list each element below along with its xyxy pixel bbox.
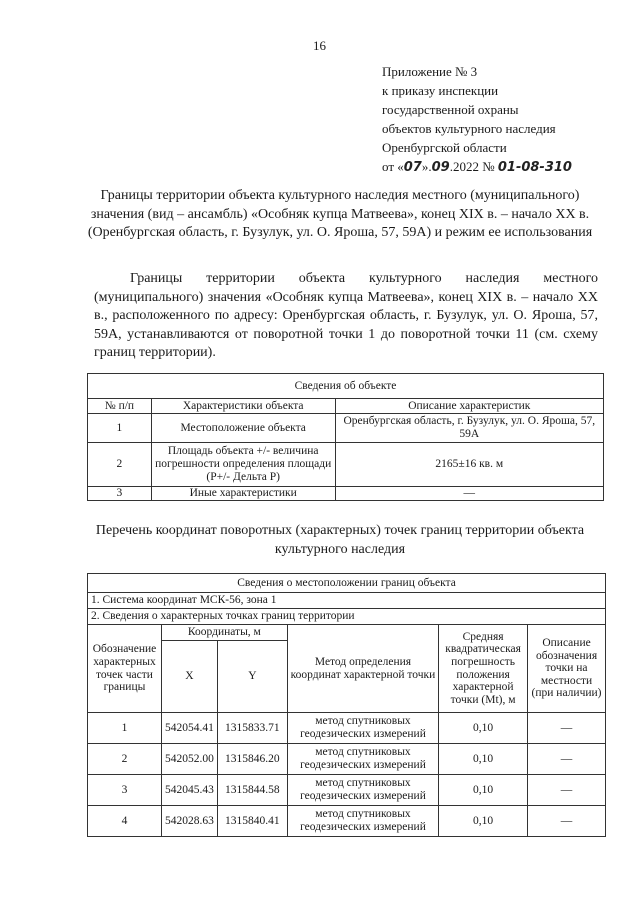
- col-header-method: Метод определения координат характерной точки: [287, 625, 438, 713]
- appendix-header: [382, 62, 572, 177]
- x-cell: 542028.63: [161, 806, 217, 837]
- appendix-line: Оренбургской области: [382, 140, 507, 155]
- error-cell: 0,10: [439, 744, 528, 775]
- appendix-line: к приказу инспекции: [382, 83, 499, 98]
- appendix-line: государственной охраны: [382, 102, 519, 117]
- table-row: [88, 806, 606, 837]
- table-cell: 2: [88, 443, 152, 487]
- table-caption: Сведения о местоположении границ объекта: [88, 574, 606, 593]
- table-header: Характеристики объекта: [151, 399, 335, 414]
- coordinates-table: [87, 573, 606, 837]
- col-header-y: Y: [217, 641, 287, 713]
- table-row: [88, 775, 606, 806]
- col-header-point: Обозначение характерных точек части границы: [88, 625, 162, 713]
- handwritten-month: 09: [431, 160, 450, 175]
- document-title: Границы территории объекта культурного наследия местного (муниципального) значения (вид – ансамбль) «Особняк купца Матвеева», конец XIX в. – начало XX в. (Оренбургская область, г. Бузулук, ул. О. Яроша, 57, 59А) и режим ее использования: [87, 188, 593, 240]
- method-cell: метод спутниковых геодезических измерений: [287, 806, 438, 837]
- desc-cell: —: [528, 806, 606, 837]
- error-cell: 0,10: [439, 775, 528, 806]
- table-row: [88, 744, 606, 775]
- y-cell: 1315833.71: [217, 713, 287, 744]
- table-cell: Оренбургская область, г. Бузулук, ул. О. Яроша, 57, 59А: [335, 414, 603, 443]
- point-cell: 3: [88, 775, 162, 806]
- table-header: № п/п: [88, 399, 152, 414]
- error-cell: 0,10: [439, 713, 528, 744]
- table-cell: Площадь объекта +/- величина погрешности определения площади (P+/- Дельта P): [151, 443, 335, 487]
- coordinate-system: 1. Система координат МСК-56, зона 1: [88, 593, 606, 609]
- handwritten-day: 07: [403, 160, 422, 175]
- table-caption: Сведения об объекте: [88, 374, 604, 399]
- col-header-coordinates: Координаты, м: [161, 625, 287, 641]
- page-number: 16: [313, 38, 326, 53]
- desc-cell: —: [528, 713, 606, 744]
- y-cell: 1315846.20: [217, 744, 287, 775]
- x-cell: 542045.43: [161, 775, 217, 806]
- body-paragraph: Границы территории объекта культурного наследия местного (муниципального) значения «Особняк купца Матвеева», конец XIX в. – начало XX в., расположенного по адресу: Оренбургская область, г. Бузулук, ул. О. Яроша, 57, 59А, устанавливаются от поворотной точки 1 до поворотной точки 11 (см. схему границ территории).: [94, 271, 598, 360]
- method-cell: метод спутниковых геодезических измерений: [287, 775, 438, 806]
- table-row: [88, 713, 606, 744]
- error-cell: 0,10: [439, 806, 528, 837]
- desc-cell: —: [528, 744, 606, 775]
- table-cell: 3: [88, 487, 152, 501]
- appendix-date-line: от «07».09.2022 № 01-08-310: [382, 159, 572, 175]
- col-header-x: X: [161, 641, 217, 713]
- col-header-description: Описание обозначения точки на местности (при наличии): [528, 625, 606, 713]
- appendix-line: объектов культурного наследия: [382, 121, 556, 136]
- method-cell: метод спутниковых геодезических измерений: [287, 744, 438, 775]
- table-header: Описание характеристик: [335, 399, 603, 414]
- x-cell: 542052.00: [161, 744, 217, 775]
- coordinates-title: Перечень координат поворотных (характерных) точек границ территории объекта культурного наследия: [95, 523, 585, 557]
- point-cell: 4: [88, 806, 162, 837]
- handwritten-order-number: 01-08-310: [497, 160, 572, 175]
- table-cell: Местоположение объекта: [151, 414, 335, 443]
- table-cell: —: [335, 487, 603, 501]
- point-cell: 2: [88, 744, 162, 775]
- table-cell: Иные характеристики: [151, 487, 335, 501]
- point-cell: 1: [88, 713, 162, 744]
- col-header-error: Средняя квадратическая погрешность положения характерной точки (Mt), м: [439, 625, 528, 713]
- table-cell: 2165±16 кв. м: [335, 443, 603, 487]
- appendix-line: Приложение № 3: [382, 64, 478, 79]
- table-cell: 1: [88, 414, 152, 443]
- y-cell: 1315840.41: [217, 806, 287, 837]
- x-cell: 542054.41: [161, 713, 217, 744]
- object-info-table: [87, 373, 604, 501]
- desc-cell: —: [528, 775, 606, 806]
- points-info: 2. Сведения о характерных точках границ территории: [88, 609, 606, 625]
- method-cell: метод спутниковых геодезических измерений: [287, 713, 438, 744]
- y-cell: 1315844.58: [217, 775, 287, 806]
